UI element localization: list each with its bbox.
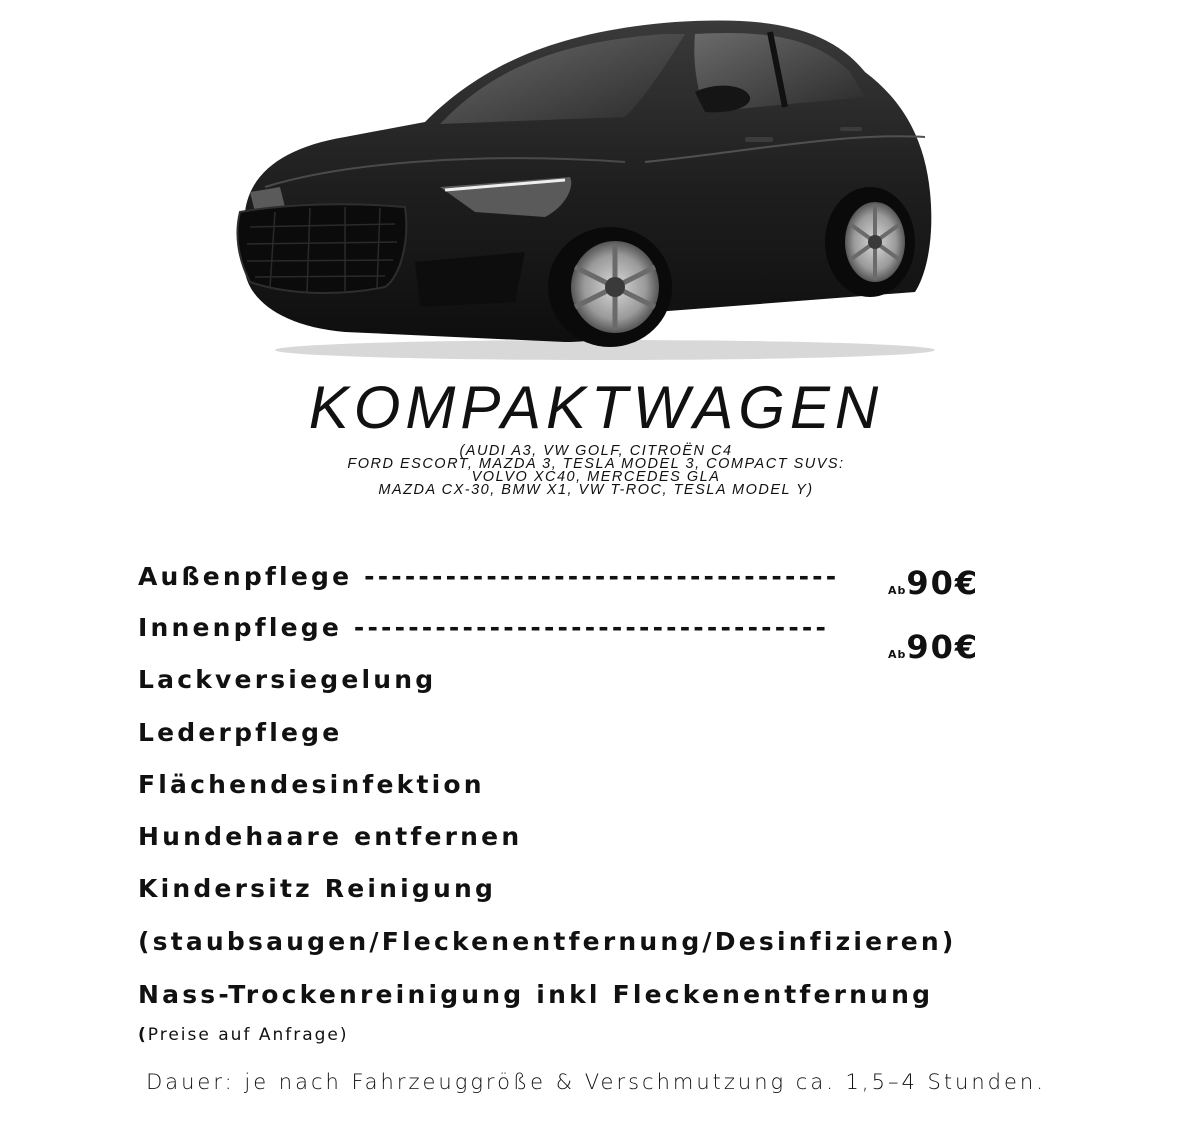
front-wheel <box>548 227 672 347</box>
model-list <box>0 445 1192 497</box>
model-list-line: MAZDA CX-30, BMW X1, VW T-ROC, TESLA MODEL Y) <box>378 482 814 498</box>
service-hundehaare: Hundehaare entfernen <box>138 822 523 851</box>
price-innenpflege <box>888 627 979 675</box>
service-kindersitz: Kindersitz Reinigung <box>138 874 497 903</box>
price-note-paren: ( <box>138 1025 148 1045</box>
service-flaechendesinfektion: Flächendesinfektion <box>138 770 485 799</box>
model-list-line: VOLVO XC40, MERCEDES GLA <box>471 469 721 485</box>
price-amount: 90€ <box>906 628 980 666</box>
service-lackversiegelung: Lackversiegelung <box>138 665 437 694</box>
price-note-text: Preise auf Anfrage) <box>147 1025 349 1045</box>
price-note <box>138 1025 349 1045</box>
car-image <box>225 12 945 367</box>
service-nass-trockenreinigung: Nass-Trockenreinigung inkl Fleckenentfernung <box>138 980 934 1009</box>
service-lederpflege: Lederpflege <box>138 718 343 747</box>
price-aussenpflege <box>888 563 979 611</box>
car-grille <box>237 204 406 293</box>
model-list-line: FORD ESCORT, MAZDA 3, TESLA MODEL 3, COMPACT SUVS: <box>347 456 845 472</box>
service-innenpflege: Innenpflege ----------------------------------- <box>138 613 830 642</box>
price-amount: 90€ <box>906 564 980 602</box>
price-prefix: Ab <box>888 584 907 597</box>
service-aussenpflege: Außenpflege ----------------------------------- <box>138 562 840 591</box>
page-title: KOMPAKTWAGEN <box>308 374 884 441</box>
price-prefix: Ab <box>888 648 907 661</box>
model-list-line: (AUDI A3, VW GOLF, CITROËN C4 <box>459 443 733 459</box>
rear-wheel <box>825 187 915 297</box>
duration-note: Dauer: je nach Fahrzeuggröße & Verschmutzung ca. 1,5–4 Stunden. <box>146 1070 1046 1094</box>
service-kindersitz-detail: (staubsaugen/Fleckenentfernung/Desinfizieren) <box>138 927 957 956</box>
